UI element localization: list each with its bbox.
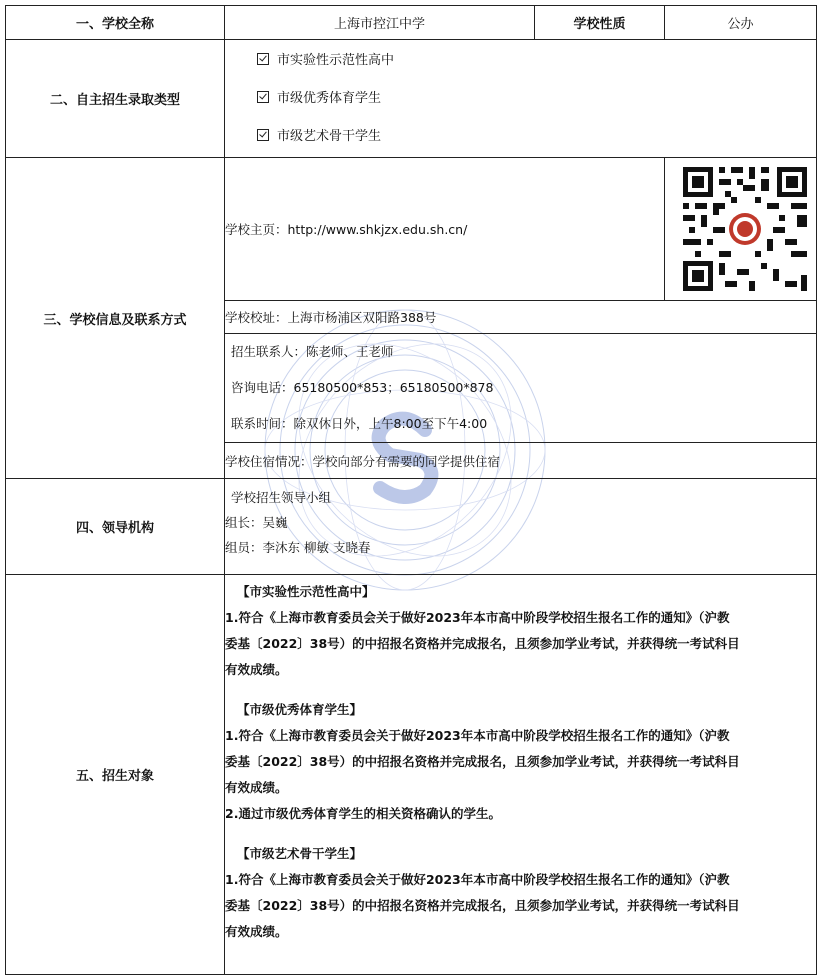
section-arts xyxy=(225,841,816,945)
section-line: 委基〔2022〕38号）的中招报名资格并完成报名，且须参加学业考试，并获得统一考试科目 xyxy=(225,636,740,651)
school-name-value: 上海市控江中学 xyxy=(225,6,535,40)
row-school-name xyxy=(6,6,817,40)
section-line: 委基〔2022〕38号）的中招报名资格并完成报名，且须参加学业考试，并获得统一考试科目 xyxy=(225,754,740,769)
checked-box-icon xyxy=(257,91,269,103)
qr-cell xyxy=(665,158,817,301)
section-line: 1.符合《上海市教育委员会关于做好2023年本市高中阶段学校招生报名工作的通知》（沪教 xyxy=(225,872,730,887)
row-leaders xyxy=(6,479,817,575)
row-admission-targets xyxy=(6,575,817,975)
section-line: 1.符合《上海市教育委员会关于做好2023年本市高中阶段学校招生报名工作的通知》（沪教 xyxy=(225,610,730,625)
section-title: 【市级艺术骨干学生】 xyxy=(237,846,363,861)
section-experimental xyxy=(225,579,816,683)
type-item-arts xyxy=(225,118,816,156)
admission-types-label: 二、自主招生录取类型 xyxy=(6,40,225,158)
leaders-head: 组长：吴巍 xyxy=(225,515,288,530)
checked-box-icon xyxy=(257,129,269,141)
type-item-label: 市实验性示范性高中 xyxy=(277,52,395,68)
leaders-cell xyxy=(225,479,817,575)
section-line: 1.符合《上海市教育委员会关于做好2023年本市高中阶段学校招生报名工作的通知》（沪教 xyxy=(225,728,730,743)
school-name-label: 一、学校全称 xyxy=(6,6,225,40)
admission-types-cell xyxy=(225,40,817,158)
school-type-value: 公办 xyxy=(665,6,817,40)
section-line: 2.通过市级优秀体育学生的相关资格确认的学生。 xyxy=(225,806,501,821)
section-title: 【市级优秀体育学生】 xyxy=(237,702,363,717)
leaders-group: 学校招生领导小组 xyxy=(231,490,332,505)
checked-box-icon xyxy=(257,53,269,65)
type-item-label: 市级优秀体育学生 xyxy=(277,90,382,106)
homepage-text: 学校主页：http://www.shkjzx.edu.sh.cn/ xyxy=(225,222,468,237)
homepage-cell xyxy=(225,158,665,301)
contact-phone: 咨询电话：65180500*853；65180500*878 xyxy=(231,380,494,395)
school-info-label: 三、学校信息及联系方式 xyxy=(6,158,225,479)
admission-targets-label: 五、招生对象 xyxy=(6,575,225,975)
type-item-experimental xyxy=(225,42,816,80)
type-item-label: 市级艺术骨干学生 xyxy=(277,128,382,144)
row-homepage xyxy=(6,158,817,301)
leaders-members: 组员：李沐东 柳敏 支晓春 xyxy=(225,540,371,555)
admission-targets-cell xyxy=(225,575,817,975)
section-line: 有效成绩。 xyxy=(225,662,288,677)
boarding-text: 学校住宿情况：学校向部分有需要的同学提供住宿 xyxy=(225,443,817,479)
leaders-label: 四、领导机构 xyxy=(6,479,225,575)
section-line: 有效成绩。 xyxy=(225,780,288,795)
section-line: 有效成绩。 xyxy=(225,924,288,939)
contacts-cell xyxy=(225,334,817,443)
section-title: 【市实验性示范性高中】 xyxy=(237,584,375,599)
section-sports xyxy=(225,697,816,827)
qr-code-icon xyxy=(677,161,813,297)
admission-form-table xyxy=(5,5,817,975)
address-text: 学校校址：上海市杨浦区双阳路388号 xyxy=(225,301,817,334)
contact-hours: 联系时间：除双休日外，上午8:00至下午4:00 xyxy=(231,416,488,431)
type-item-sports xyxy=(225,80,816,118)
contact-person: 招生联系人：陈老师、王老师 xyxy=(231,344,394,359)
school-type-label: 学校性质 xyxy=(535,6,665,40)
section-line: 委基〔2022〕38号）的中招报名资格并完成报名，且须参加学业考试，并获得统一考试科目 xyxy=(225,898,740,913)
row-admission-types xyxy=(6,40,817,158)
